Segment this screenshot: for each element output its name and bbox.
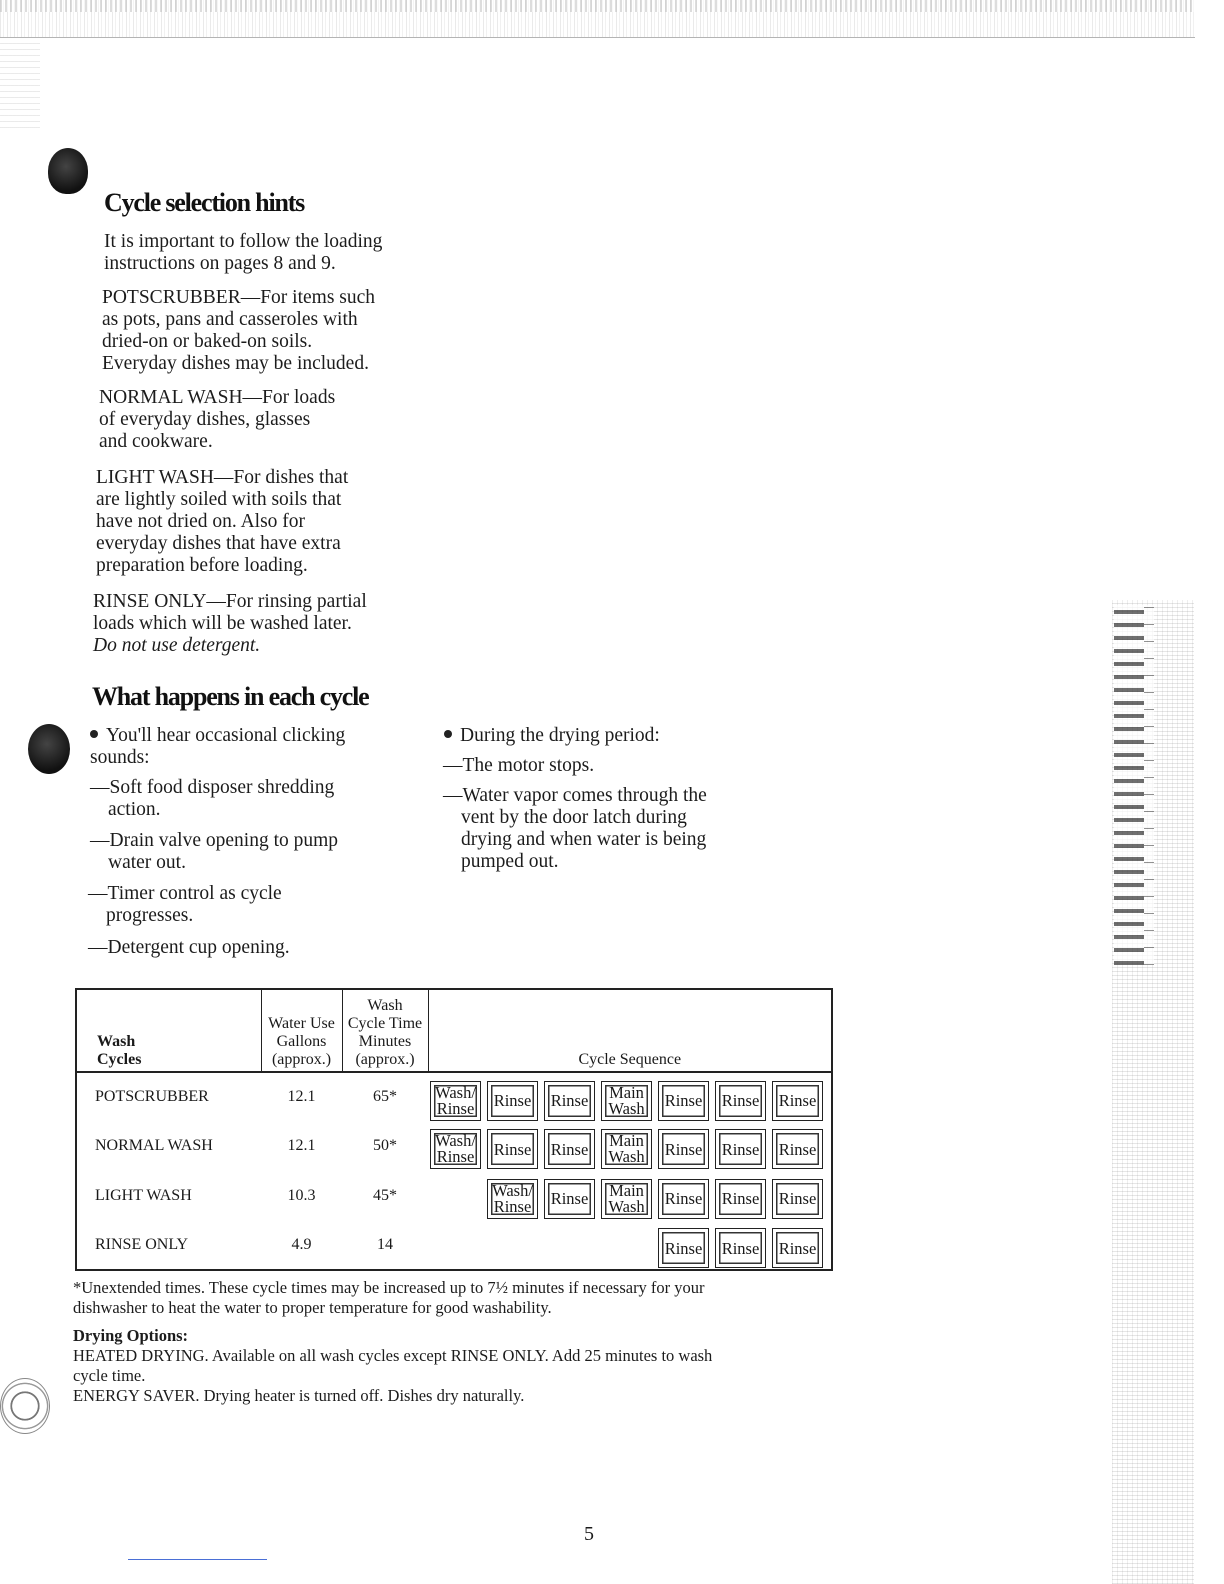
water-use: 4.9 bbox=[291, 1235, 312, 1253]
sequence-step: Rinse bbox=[715, 1228, 766, 1268]
sequence-step: Rinse bbox=[772, 1228, 823, 1268]
water-use: 12.1 bbox=[287, 1137, 316, 1154]
sequence-step: Rinse bbox=[487, 1081, 538, 1121]
cycle-name: NORMAL WASH bbox=[95, 1137, 213, 1154]
header-cycle-sequence: Cycle Sequence bbox=[578, 1050, 682, 1068]
table-row bbox=[76, 1220, 832, 1270]
cycle-time: 45* bbox=[373, 1186, 397, 1204]
drying-options: Drying Options: HEATED DRYING. Available on all wash cycles except RINSE ONLY. Add 25 minutes to wash cycle time. ENERGY SAVER. Drying heater is turned off. Dishes dry naturally. bbox=[73, 1326, 713, 1405]
sequence-step: Rinse bbox=[658, 1228, 709, 1268]
footer-rule bbox=[128, 1559, 267, 1560]
sequence-step: Rinse bbox=[715, 1081, 766, 1121]
cycle-sequence bbox=[428, 1220, 832, 1270]
sequence-step: Rinse bbox=[772, 1129, 823, 1169]
normal-wash-hint: NORMAL WASH—For loads of everyday dishes, glasses and cookware. bbox=[99, 387, 336, 452]
sequence-step: Rinse bbox=[544, 1179, 595, 1219]
cycle-name: POTSCRUBBER bbox=[95, 1087, 209, 1105]
sequence-step: Rinse bbox=[715, 1129, 766, 1169]
binder-hole-middle bbox=[28, 724, 70, 774]
bullet-icon bbox=[90, 730, 98, 738]
binder-hole-top bbox=[48, 148, 88, 194]
clicking-item-disposer: —Soft food disposer shredding action. bbox=[90, 777, 335, 820]
potscrubber-hint: POTSCRUBBER—For items such as pots, pans and casseroles with dried-on or baked-on soils. Everyday dishes may be included. bbox=[102, 287, 376, 374]
sequence-step: Wash/ Rinse bbox=[430, 1129, 481, 1169]
clicking-item-drain: —Drain valve opening to pump water out. bbox=[90, 830, 339, 873]
sequence-step: Main Wash bbox=[601, 1081, 652, 1121]
table-row bbox=[76, 1171, 832, 1221]
cycle-time: 65* bbox=[373, 1087, 397, 1105]
rinse-only-hint: RINSE ONLY—For rinsing partial loads which will be washed later. Do not use detergent. bbox=[93, 591, 367, 656]
energy-saver: ENERGY SAVER. Drying heater is turned off. Dishes dry naturally. bbox=[73, 1386, 525, 1405]
cycle-time: 50* bbox=[373, 1137, 397, 1154]
sequence-step: Rinse bbox=[544, 1081, 595, 1121]
scan-left-noise bbox=[0, 38, 40, 128]
clicking-item-timer: —Timer control as cycle progresses. bbox=[88, 883, 282, 926]
page-number: 5 bbox=[584, 1523, 594, 1545]
cycle-table bbox=[75, 988, 833, 1271]
header-wash-cycles: Wash Cycles bbox=[76, 989, 261, 1072]
scan-top-noise bbox=[0, 0, 1195, 12]
sequence-step: Wash/ Rinse bbox=[430, 1081, 481, 1121]
sequence-step: Rinse bbox=[715, 1179, 766, 1219]
sequence-step: Rinse bbox=[772, 1081, 823, 1121]
bullet-icon bbox=[444, 730, 452, 738]
sequence-step: Rinse bbox=[658, 1179, 709, 1219]
detergent-warning: Do not use detergent. bbox=[93, 635, 261, 656]
water-use: 12.1 bbox=[287, 1087, 316, 1105]
binder-hole-bottom bbox=[0, 1378, 50, 1434]
drying-item-motor: —The motor stops. bbox=[443, 755, 595, 776]
header-water-use: Water Use Gallons (approx.) bbox=[261, 989, 342, 1072]
sequence-step: Wash/ Rinse bbox=[487, 1179, 538, 1219]
drying-period-bullet: During the drying period: bbox=[444, 725, 660, 747]
table-row bbox=[76, 1121, 832, 1171]
light-wash-hint: LIGHT WASH—For dishes that are lightly soiled with soils that have not dried on. Also for everyday dishes that have extra preparation before loading. bbox=[96, 467, 349, 576]
sequence-step: Rinse bbox=[772, 1179, 823, 1219]
sequence-step: Main Wash bbox=[601, 1129, 652, 1169]
sequence-step: Rinse bbox=[658, 1081, 709, 1121]
sequence-step: Rinse bbox=[487, 1129, 538, 1169]
cycle-time: 14 bbox=[377, 1235, 393, 1253]
intro-paragraph: It is important to follow the loading instructions on pages 8 and 9. bbox=[104, 231, 383, 274]
sequence-step: Main Wash bbox=[601, 1179, 652, 1219]
what-happens-title: What happens in each cycle bbox=[92, 682, 369, 711]
water-use: 10.3 bbox=[287, 1186, 316, 1204]
clicking-sounds-list: You'll hear occasional clicking sounds: bbox=[90, 725, 346, 768]
cycle-sequence bbox=[428, 1121, 832, 1171]
drying-item-vapor: —Water vapor comes through the vent by the door latch during drying and when water is being pumped out. bbox=[443, 785, 707, 872]
cycle-name: LIGHT WASH bbox=[95, 1186, 192, 1204]
table-header-row bbox=[76, 989, 832, 1072]
cycle-sequence bbox=[428, 1072, 832, 1122]
cycle-selection-title: Cycle selection hints bbox=[104, 188, 305, 217]
header-cycle-time: Wash Cycle Time Minutes (approx.) bbox=[342, 989, 428, 1072]
scan-right-marks bbox=[1114, 605, 1154, 965]
sequence-step: Rinse bbox=[658, 1129, 709, 1169]
table-row bbox=[76, 1072, 832, 1122]
drying-options-title: Drying Options: bbox=[73, 1326, 189, 1345]
sequence-step: Rinse bbox=[544, 1129, 595, 1169]
clicking-item-detergent: —Detergent cup opening. bbox=[88, 937, 290, 958]
footnote: *Unextended times. These cycle times may be increased up to 7½ minutes if necessary for your dishwasher to heat the water to proper temperature for good washability. bbox=[73, 1278, 705, 1317]
cycle-sequence bbox=[428, 1171, 832, 1221]
heated-drying: HEATED DRYING. Available on all wash cycles except RINSE ONLY. Add 25 minutes to wash bbox=[73, 1346, 713, 1365]
cycle-name: RINSE ONLY bbox=[95, 1235, 189, 1253]
